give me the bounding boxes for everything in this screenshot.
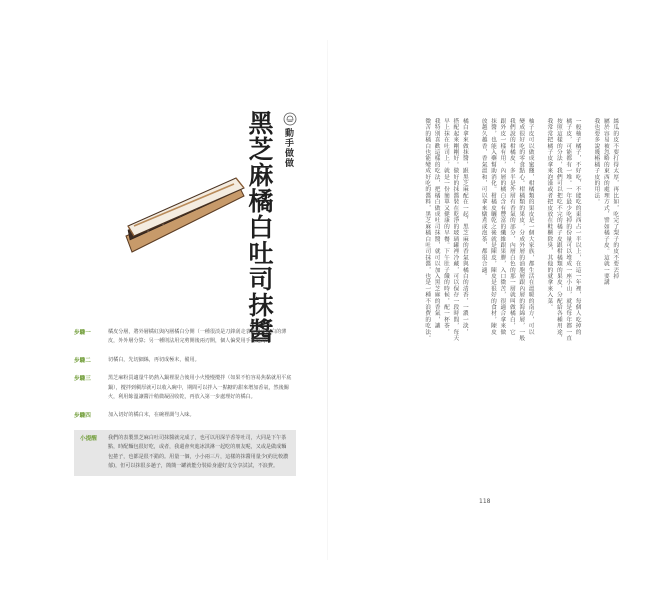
body-column: 我特別喜歡這樣的吃法，把橘白做成吐司抹醬，就可以加入黑芝麻的香氣，讓 [433,118,440,329]
step-text: 加入切好的橘白末，在碗裡調勻入味。 [108,412,195,419]
step-text: 橘皮分層，將外層橘紅與內層橘白分開（一種很淡是刀鋒刮走表面最皮的白的薄皮，外外層分算；另一種則法用完剪開後兩刃開，個人偏愛用手塞進刀） [108,329,287,345]
step-label: 步驟二 [74,357,91,364]
step-item [74,411,296,420]
body-column: 抹醬，也能入藥幫助消化。柑橘皮曬乾之後就是陳皮，陳皮是很好的食材，陳皮 [489,118,496,335]
step-label: 步驟四 [74,413,91,420]
body-column: 橘子皮，可能都有一堆。一年最少吃掉的份量可以堆成一座小山，就是每年都一直 [564,118,571,342]
body-column: 橘白拿來做抹醬，跟黑芝麻配在一起，黑芝麻的香氣與橘白的清香，一濃一淡， [461,118,468,335]
body-column: 絲瓜的皮不要打得太厚，再比如，吃完了梨子的皮不要丟掉 [611,118,618,280]
body-column: 搭配起來剛剛好。做好的抹醬裝在乾淨的玻璃罐裡冷藏，可以保存一段時間，每天 [451,118,458,342]
page-gutter [327,40,328,560]
step-text: 黑芝麻粉買適量牛奶熱入鍋裡混合後用小火慢慢攪拌（如果不怕容易焦黏就用平底鍋），攪拌到稠厚就可以收入碗中，期間可以拌入一點糖的甜來增加香氣，然後關火，利用餘溫讓醬汁稍微凝固收乾，再放入第一步處理好的橘白。 [108,375,292,401]
body-column: 屬於容易被忽略的東西的處理方式，譬如橘子皮。這就一要講 [602,118,609,286]
body-column: 按照這樣的分法，我們可以把吃不完的橘子皮跟柑橘類的果皮，分配給各種用途， [555,118,562,342]
tip-text: 我們的表製黑芝麻白吐司抹醬就完成了，也可以用深芋香等吐司，大同是下午茶點，時配麵包很好吃，或者，我還會夾進冰淇淋一起吃的朋友呢，又或是做成麵包捲子，也都是很不錯的。用量一個，小小兩三片，這樣的抹醬用量少(約比較濃郁)，但可以抹很多趟子，簡簡一罐就能分裝給身邊好友分享試試，不浪費。 [108,434,289,470]
body-column: 放越久越香，香氣溫和，可以拿來燉煮或泡茶，都很合適。 [480,118,487,280]
step-label: 步驟三 [74,376,91,383]
step-item [74,356,296,365]
page-number: 118 [479,498,491,505]
body-column: 我也要多說幾樁橘子皮的用法。 [592,118,599,205]
step-label: 步驟一 [74,330,91,336]
step-item [74,328,296,347]
body-column: 早上抹在吐司上，就是一份簡單又健康的早餐。下午肚子餓的時候，配一杯茶， [442,118,449,335]
body-column: 變成很好吃的零食點心。柑橘類的果皮，分成外層的油胞層跟內層的海綿層，一般 [517,118,524,342]
body-column: 一般柚子橘子，不好吃，不能吃的東西占一半以上，在這一年裡，每個人吃掉的 [574,118,581,335]
body-column: 我們說的柑橘皮，多半是外層有香氣的部分，內層白色的那一層就叫做橘白，它 [508,118,515,335]
chef-hat-icon [283,112,297,126]
tip-label: 小提醒 [80,435,97,442]
body-column: 柚子皮可以做成蜜餞，柑橘類的果皮是一個大家族，都生活在溫暖的南方，可以 [527,118,534,335]
step-text: 切橘白，先切細絲，再切成極末，備用。 [108,356,200,363]
recipe-title: 黑芝麻橘白吐司抹醬 [245,110,274,344]
toast-sandwich-illustration [118,170,248,260]
body-column: 我常常把橘子皮拿來泡澡或者把皮放在鞋櫃除臭，其他的就拿來入菜。 [545,118,552,311]
recipe-subtitle: 動手做做 [283,128,293,168]
step-item [74,374,296,402]
tip-box [74,430,296,477]
body-column: 跟外皮一樣有用，內層的橘白含有豐富的纖維跟果膠，入口微苦，很適合拿來做 [498,118,505,335]
body-column: 微苦的橘白也能變成好吃的醬料，黑芝麻橘白吐司抹醬，也是一種不浪費的吃法。 [423,118,430,342]
recipe-steps [74,328,296,476]
